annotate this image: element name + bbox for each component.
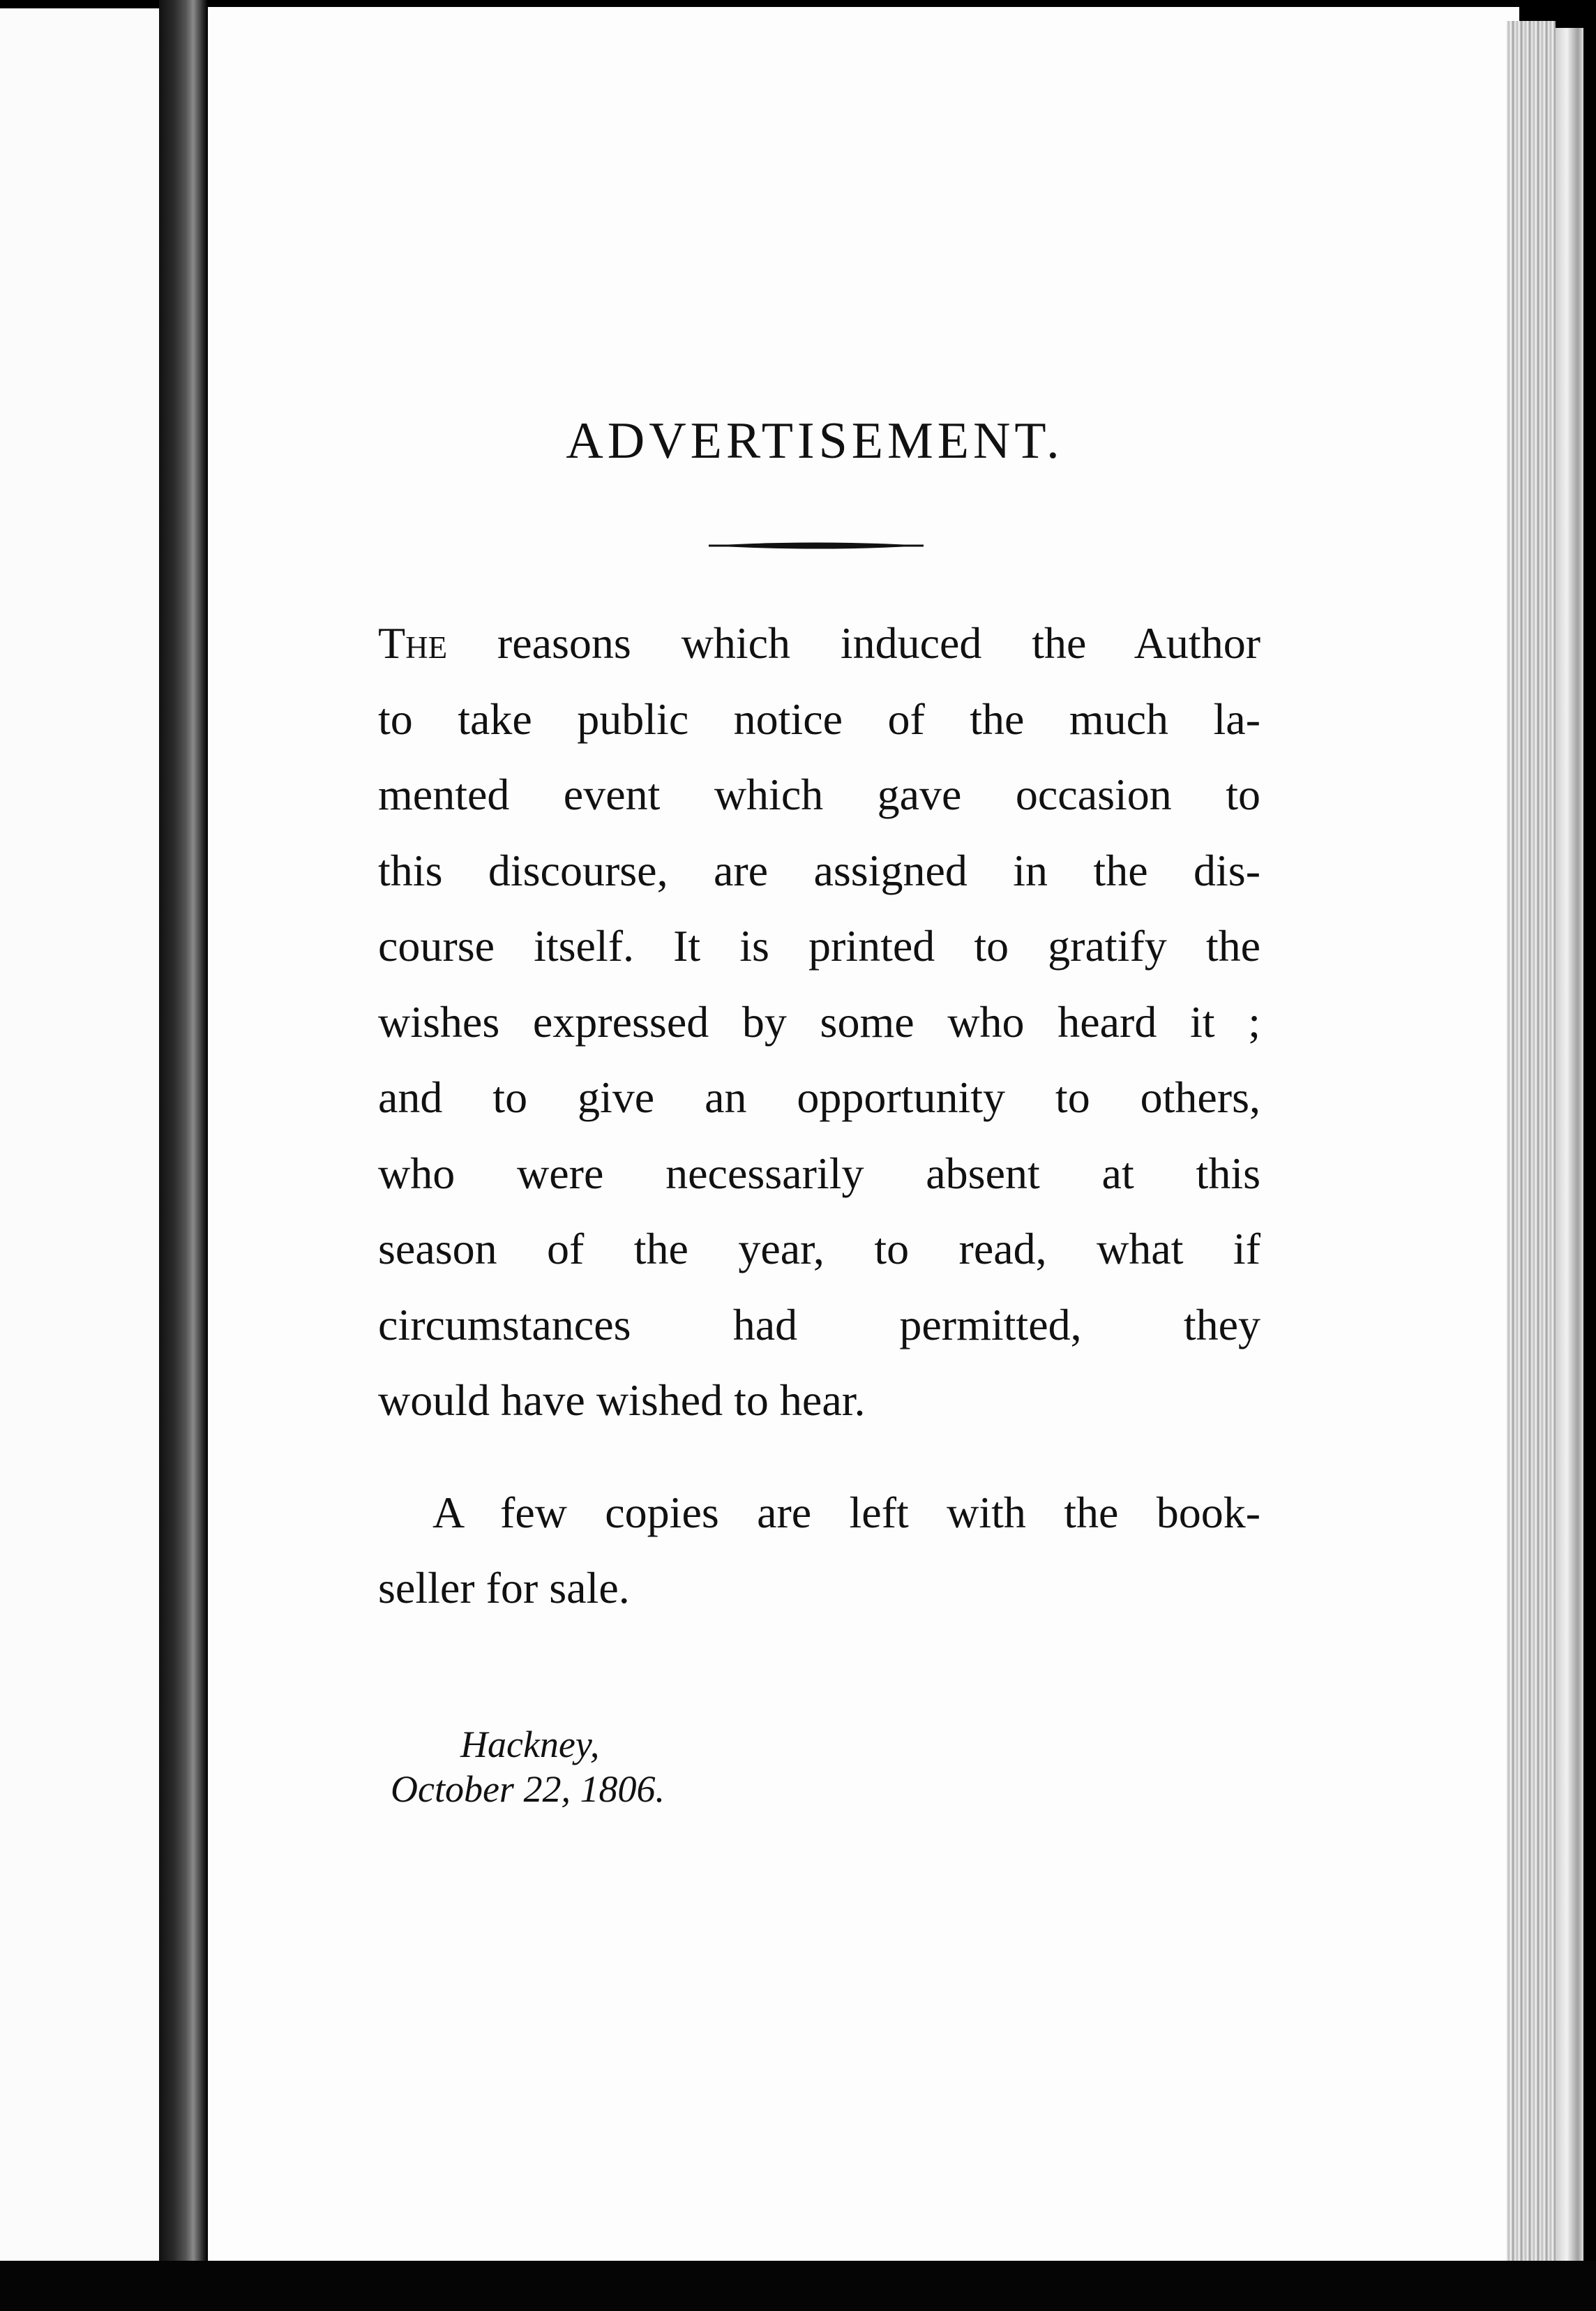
scan-border xyxy=(0,2261,1596,2311)
text-line: and to give an opportunity to others, xyxy=(378,1072,1260,1122)
paragraph-reasons xyxy=(378,606,1260,1439)
text-line: this discourse, are assigned in the dis- xyxy=(378,845,1260,895)
signature-place: Hackney, xyxy=(460,1723,600,1765)
text-line: mented event which gave occasion to xyxy=(378,770,1260,819)
text-line: A few copies are left with the book- xyxy=(432,1487,1260,1537)
text-line: seller for sale. xyxy=(378,1563,630,1613)
text-line: wishes expressed by some who heard it ; xyxy=(378,996,1260,1047)
text-line: would have wished to hear. xyxy=(378,1375,866,1425)
signature-date: October 22, 1806. xyxy=(391,1768,665,1810)
page-stack-edge-outer xyxy=(1556,28,1583,2268)
text-line: circumstances had permitted, they xyxy=(378,1299,1260,1349)
page-title: ADVERTISEMENT. xyxy=(566,412,1064,470)
facing-page-edge xyxy=(0,8,159,2269)
text-line: to take public notice of the much la- xyxy=(378,694,1260,744)
text-line: season of the year, to read, what if xyxy=(378,1224,1260,1273)
text-line: who were necessarily absent at this xyxy=(378,1148,1260,1198)
text-line: course itself. It is printed to gratify the xyxy=(378,921,1260,971)
advertisement-body xyxy=(378,606,1260,1626)
text-line xyxy=(378,606,1260,682)
line-content: reasons which induced the Author xyxy=(447,618,1260,668)
ornamental-rule xyxy=(709,539,924,552)
lead-word: The xyxy=(378,618,448,668)
paragraph-copies xyxy=(378,1475,1260,1626)
signature-block xyxy=(391,1722,665,1811)
page-stack-edge xyxy=(1507,21,1556,2268)
book-gutter xyxy=(159,0,208,2311)
